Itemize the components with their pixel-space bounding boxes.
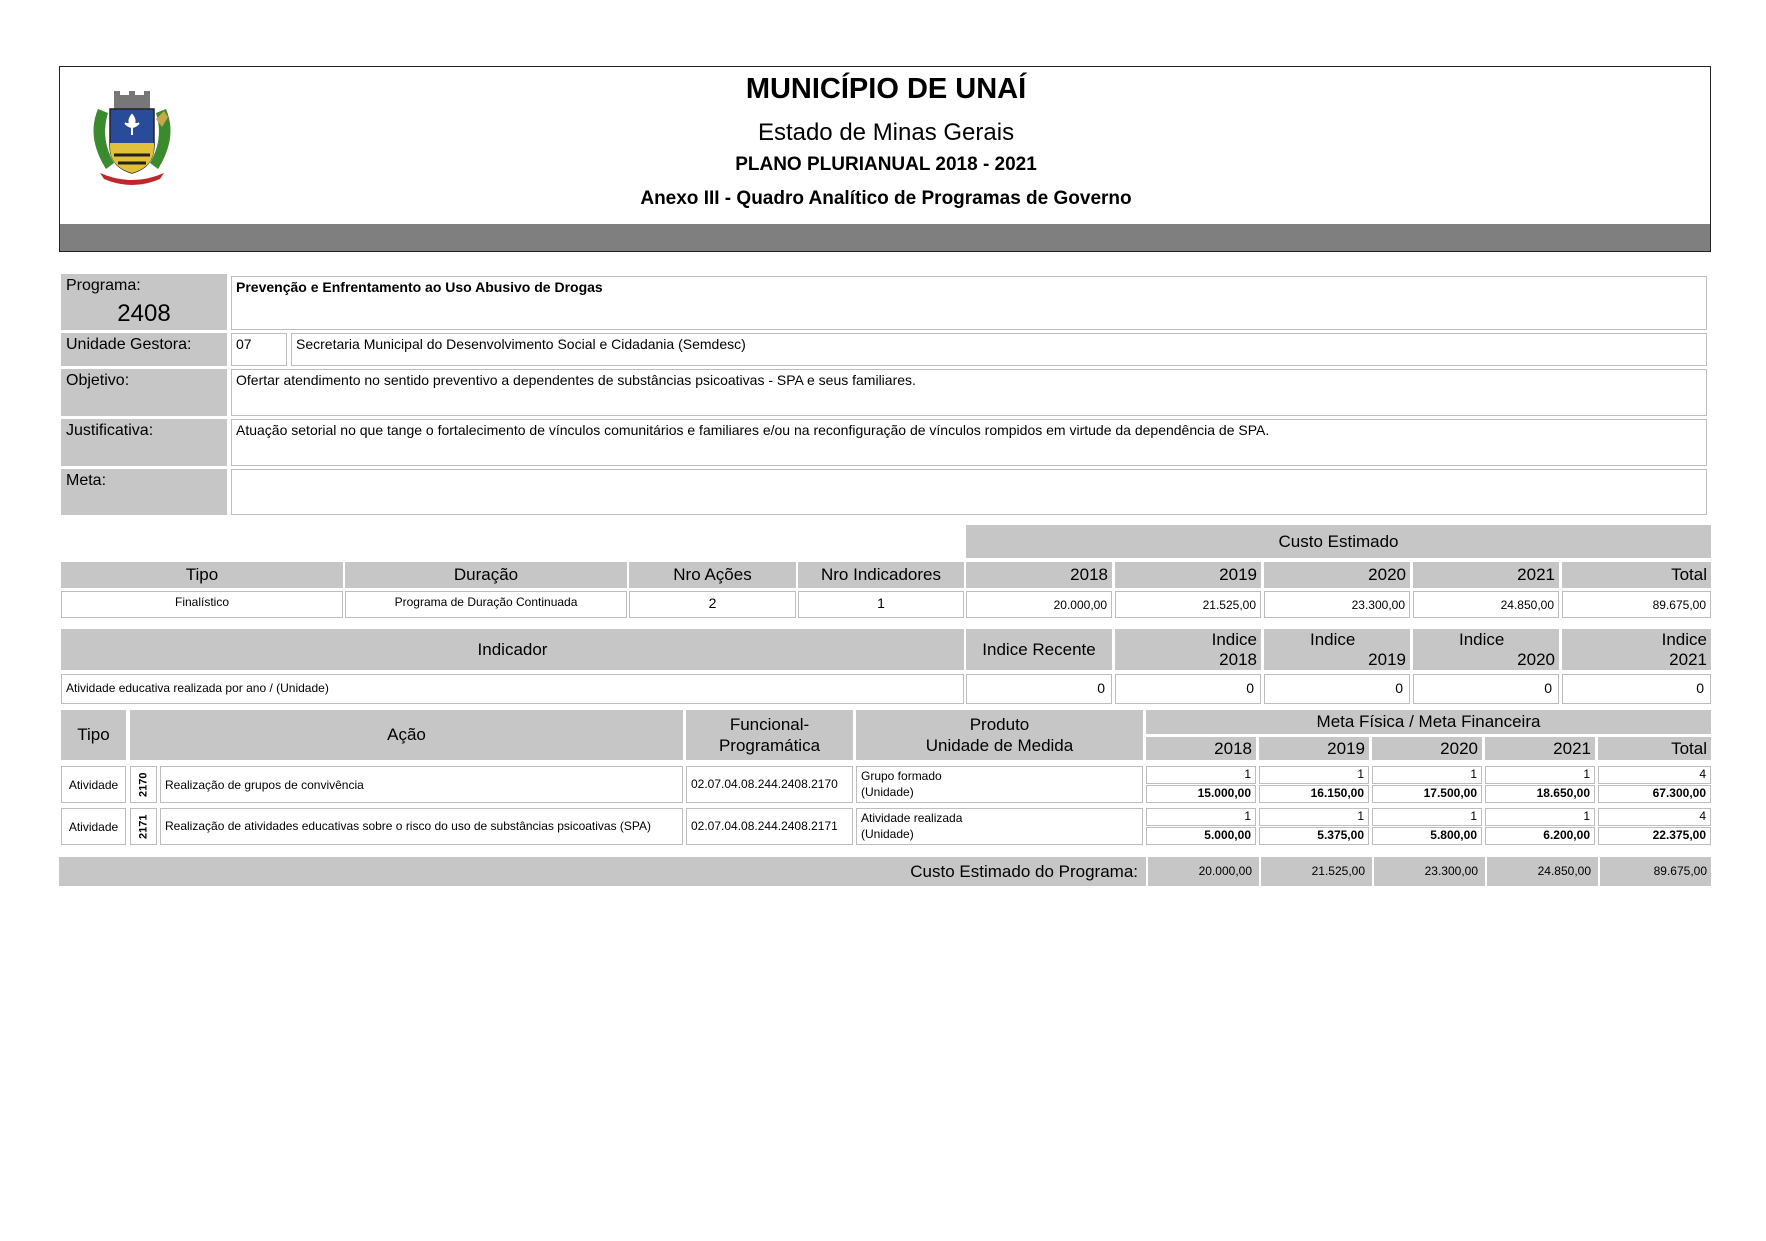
actions-header-tipo: Tipo [61, 710, 126, 760]
summary-header-total: Total [1562, 562, 1711, 588]
programa-name: Prevenção e Enfrentamento ao Uso Abusivo de Drogas [231, 276, 1707, 330]
indicator-row-name: Atividade educativa realizada por ano / (Unidade) [61, 674, 964, 704]
summary-nro-acoes: 2 [629, 591, 796, 618]
action-row-produto-a: Grupo formado [861, 769, 942, 783]
summary-header-duracao: Duração [345, 562, 627, 588]
indicator-header-2021-b: 2021 [1669, 650, 1707, 669]
action-row-code: 2171 [130, 808, 157, 845]
action-row-produto [856, 766, 1143, 803]
indicator-header-2018-b: 2018 [1219, 650, 1257, 669]
indicator-row-recente: 0 [966, 674, 1112, 704]
action-row-financeira-2020: 5.800,00 [1372, 827, 1482, 845]
action-row-tipo: Atividade [61, 766, 126, 803]
summary-2020: 23.300,00 [1264, 591, 1410, 618]
indicator-header-2019-a: Indice [1310, 630, 1356, 649]
action-row-funcional: 02.07.04.08.244.2408.2170 [686, 766, 853, 803]
action-row-fisica-2020: 1 [1372, 808, 1482, 826]
actions-header-acao: Ação [130, 710, 683, 760]
indicator-header-2020 [1413, 629, 1559, 670]
indicator-row-2019: 0 [1264, 674, 1410, 704]
programa-label-cell [61, 274, 227, 330]
summary-header-2020: 2020 [1264, 562, 1410, 588]
action-row-fisica-2018: 1 [1146, 808, 1256, 826]
plano-title: PLANO PLURIANUAL 2018 - 2021 [735, 154, 1037, 175]
actions-header-produto-a: Produto [969, 715, 1030, 734]
indicator-row-2018: 0 [1115, 674, 1261, 704]
actions-header-produto [856, 710, 1143, 760]
report-header [59, 66, 1711, 252]
indicator-header-2018 [1115, 629, 1261, 670]
summary-duracao: Programa de Duração Continuada [345, 591, 627, 618]
footer-total-2021: 24.850,00 [1485, 857, 1595, 886]
action-row-funcional: 02.07.04.08.244.2408.2171 [686, 808, 853, 845]
indicator-header-2019-b: 2019 [1368, 650, 1406, 669]
action-row-fisica-total: 4 [1598, 808, 1711, 826]
action-row-financeira-total: 22.375,00 [1598, 827, 1711, 845]
estado-title: Estado de Minas Gerais [757, 119, 1015, 146]
action-row-financeira-2019: 16.150,00 [1259, 785, 1369, 803]
actions-header-total: Total [1598, 737, 1711, 760]
action-row-produto-a: Atividade realizada [861, 811, 963, 825]
indicator-header-indicador: Indicador [61, 629, 964, 670]
justificativa-label: Justificativa: [61, 419, 227, 466]
custo-estimado-header: Custo Estimado [966, 525, 1711, 558]
header-gray-band [60, 224, 1710, 251]
action-row-desc: Realização de atividades educativas sobre o risco do uso de substâncias psicoativas (SPA) [160, 808, 683, 845]
footer-total-2019: 21.525,00 [1259, 857, 1369, 886]
programa-label: Programa: [66, 277, 141, 294]
summary-header-2019: 2019 [1115, 562, 1261, 588]
action-row-fisica-2018: 1 [1146, 766, 1256, 784]
action-row-fisica-2021: 1 [1485, 766, 1595, 784]
objetivo-text: Ofertar atendimento no sentido preventivo a dependentes de substâncias psicoativas - SPA e seus familiares. [231, 369, 1707, 416]
indicator-header-recente: Indice Recente [966, 629, 1112, 670]
custo-estimado-programa-label: Custo Estimado do Programa: [910, 862, 1138, 881]
action-row-tipo: Atividade [61, 808, 126, 845]
action-row-produto-b: (Unidade) [861, 827, 914, 841]
indicator-header-2020-a: Indice [1459, 630, 1505, 649]
footer-total-2018: 20.000,00 [1146, 857, 1256, 886]
meta-label: Meta: [61, 469, 227, 515]
indicator-header-2020-b: 2020 [1517, 650, 1555, 669]
unidade-label: Unidade Gestora: [61, 333, 227, 366]
summary-2021: 24.850,00 [1413, 591, 1559, 618]
action-row-financeira-2018: 5.000,00 [1146, 827, 1256, 845]
indicator-header-2021 [1562, 629, 1711, 670]
action-row-financeira-2020: 17.500,00 [1372, 785, 1482, 803]
programa-code: 2408 [117, 300, 171, 327]
action-row-code: 2170 [130, 766, 157, 803]
action-row-produto [856, 808, 1143, 845]
meta-text [231, 469, 1707, 515]
action-row-fisica-2019: 1 [1259, 808, 1369, 826]
summary-header-nro-indicadores: Nro Indicadores [798, 562, 964, 588]
objetivo-label: Objetivo: [61, 369, 227, 416]
justificativa-text: Atuação setorial no que tange o fortalecimento de vínculos comunitários e familiares e/ou na reconfiguração de vínculos rompidos em virtude da dependência de SPA. [231, 419, 1707, 466]
indicator-header-2018-a: Indice [1211, 630, 1257, 649]
summary-header-tipo: Tipo [61, 562, 343, 588]
actions-header-2018: 2018 [1146, 737, 1256, 760]
actions-header-produto-b: Unidade de Medida [925, 736, 1074, 755]
action-row-financeira-total: 67.300,00 [1598, 785, 1711, 803]
action-row-financeira-2021: 6.200,00 [1485, 827, 1595, 845]
action-row-fisica-total: 4 [1598, 766, 1711, 784]
actions-header-funcional-a: Funcional- [729, 715, 810, 734]
summary-tipo: Finalístico [61, 591, 343, 618]
actions-header-2020: 2020 [1372, 737, 1482, 760]
actions-header-2021: 2021 [1485, 737, 1595, 760]
indicator-row-2021: 0 [1562, 674, 1711, 704]
unidade-name: Secretaria Municipal do Desenvolvimento Social e Cidadania (Semdesc) [291, 333, 1707, 366]
summary-2018: 20.000,00 [966, 591, 1112, 618]
indicator-header-2019 [1264, 629, 1410, 670]
action-row-produto-b: (Unidade) [861, 785, 914, 799]
action-row-fisica-2021: 1 [1485, 808, 1595, 826]
action-row-fisica-2019: 1 [1259, 766, 1369, 784]
action-row-fisica-2020: 1 [1372, 766, 1482, 784]
actions-header-funcional-b: Programática [718, 736, 821, 755]
summary-header-nro-acoes: Nro Ações [629, 562, 796, 588]
summary-header-2018: 2018 [966, 562, 1112, 588]
anexo-title: Anexo III - Quadro Analítico de Programas de Governo [640, 188, 1132, 209]
indicator-header-2021-a: Indice [1661, 630, 1707, 649]
action-row-desc: Realização de grupos de convivência [160, 766, 683, 803]
actions-header-funcional [686, 710, 853, 760]
action-row-financeira-2019: 5.375,00 [1259, 827, 1369, 845]
summary-2019: 21.525,00 [1115, 591, 1261, 618]
action-row-financeira-2018: 15.000,00 [1146, 785, 1256, 803]
summary-total: 89.675,00 [1562, 591, 1711, 618]
actions-header-2019: 2019 [1259, 737, 1369, 760]
municipio-title: MUNICÍPIO DE UNAÍ [745, 73, 1027, 105]
unidade-code: 07 [231, 333, 287, 366]
footer-total-2020: 23.300,00 [1372, 857, 1482, 886]
summary-header-2021: 2021 [1413, 562, 1559, 588]
actions-header-meta: Meta Física / Meta Financeira [1146, 710, 1711, 734]
summary-nro-indicadores: 1 [798, 591, 964, 618]
action-row-financeira-2021: 18.650,00 [1485, 785, 1595, 803]
footer-total-total: 89.675,00 [1598, 857, 1711, 886]
indicator-row-2020: 0 [1413, 674, 1559, 704]
